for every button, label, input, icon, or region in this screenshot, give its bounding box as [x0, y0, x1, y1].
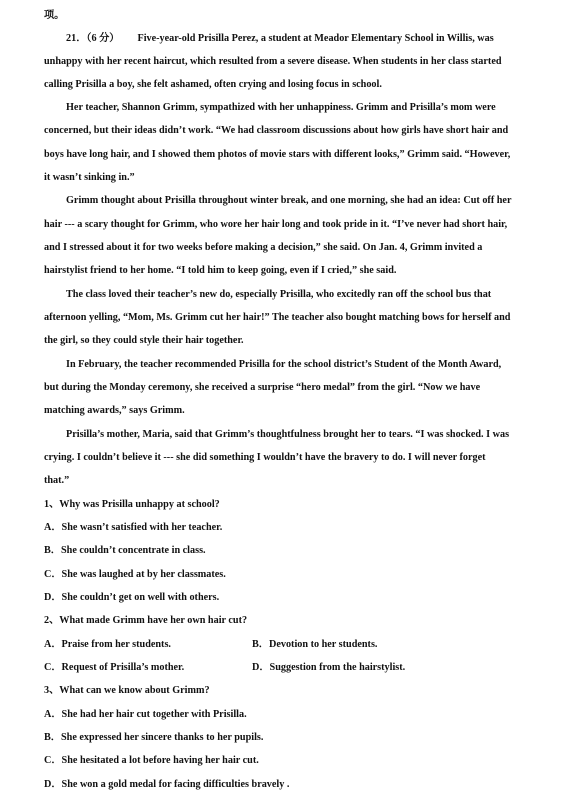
question-2-option-a: A．Praise from her students. [44, 639, 171, 650]
passage-line: afternoon yelling, “Mom, Ms. Grimm cut her hair!” The teacher also bought matching bows for herself and [44, 312, 511, 323]
passage-line: The class loved their teacher’s new do, especially Prisilla, who excitedly ran off the school bus that [66, 289, 492, 300]
passage-line: but during the Monday ceremony, she received a surprise “hero medal” from the girl. “Now we have [44, 382, 481, 393]
question-number: 21．（6 分） [66, 33, 120, 44]
question-3-option-a: A．She had her hair cut together with Prisilla. [44, 709, 247, 720]
previous-section-fragment: 项。 [44, 10, 65, 21]
question-1-option-b: B．She couldn’t concentrate in class. [44, 545, 206, 556]
question-2-options-row-1 [44, 638, 534, 651]
passage-line: that.” [44, 475, 70, 486]
question-1-option-a: A．She wasn’t satisfied with her teacher. [44, 522, 223, 533]
question-1-option-d: D．She couldn’t get on well with others. [44, 592, 220, 603]
passage-line: hairstylist friend to her home. “I told him to keep going, even if I cried,” she said. [44, 265, 397, 276]
passage-line: crying. I couldn’t believe it --- she did something I wouldn’t have the bravery to do. I will never forget [44, 452, 486, 463]
passage-line: and I stressed about it for two weeks before making a decision,” she said. On Jan. 4, Grimm invited a [44, 242, 483, 253]
passage-line: boys have long hair, and I showed them photos of movie stars with different looks,” Grimm said. “However, [44, 149, 511, 160]
passage-line: the girl, so they could style their hair together. [44, 335, 244, 346]
question-1-stem: 1、Why was Prisilla unhappy at school? [44, 499, 220, 510]
question-3-stem: 3、What can we know about Grimm? [44, 685, 210, 696]
question-2-option-b: B．Devotion to her students. [252, 639, 378, 650]
passage-line: Prisilla’s mother, Maria, said that Grimm’s thoughtfulness brought her to tears. “I was shocked. I was [66, 429, 510, 440]
passage-line: matching awards,” says Grimm. [44, 405, 185, 416]
passage-line: it wasn’t sinking in.” [44, 172, 135, 183]
question-2-option-c: C．Request of Prisilla’s mother. [44, 662, 185, 673]
question-3-option-d: D．She won a gold medal for facing difficulties bravely . [44, 779, 290, 790]
question-21-header [66, 32, 556, 45]
passage-line: calling Prisilla a boy, she felt ashamed, often crying and losing focus in school. [44, 79, 382, 90]
passage-line: hair --- a scary thought for Grimm, who wore her hair long and took pride in it. “I’ve never had short hair, [44, 219, 508, 230]
question-3-option-b: B．She expressed her sincere thanks to her pupils. [44, 732, 264, 743]
passage-line: concerned, but their ideas didn’t work. “We had classroom discussions about how girls have short hair and [44, 125, 509, 136]
passage-line: unhappy with her recent haircut, which resulted from a severe disease. When students in her class started [44, 56, 502, 67]
passage-line: In February, the teacher recommended Prisilla for the school district’s Student of the Month Award, [66, 359, 502, 370]
question-1-option-c: C．She was laughed at by her classmates. [44, 569, 226, 580]
question-3-option-c: C．She hesitated a lot before having her hair cut. [44, 755, 259, 766]
passage-first-line: Five-year-old Prisilla Perez, a student at Meador Elementary School in Willis, was [137, 33, 494, 44]
question-2-options-row-2 [44, 661, 534, 674]
question-2-option-d: D．Suggestion from the hairstylist. [252, 662, 406, 673]
passage-line: Grimm thought about Prisilla throughout winter break, and one morning, she had an idea: Cut off her [66, 195, 512, 206]
question-2-stem: 2、What made Grimm have her own hair cut? [44, 615, 248, 626]
passage-line: Her teacher, Shannon Grimm, sympathized with her unhappiness. Grimm and Prisilla’s mom were [66, 102, 496, 113]
